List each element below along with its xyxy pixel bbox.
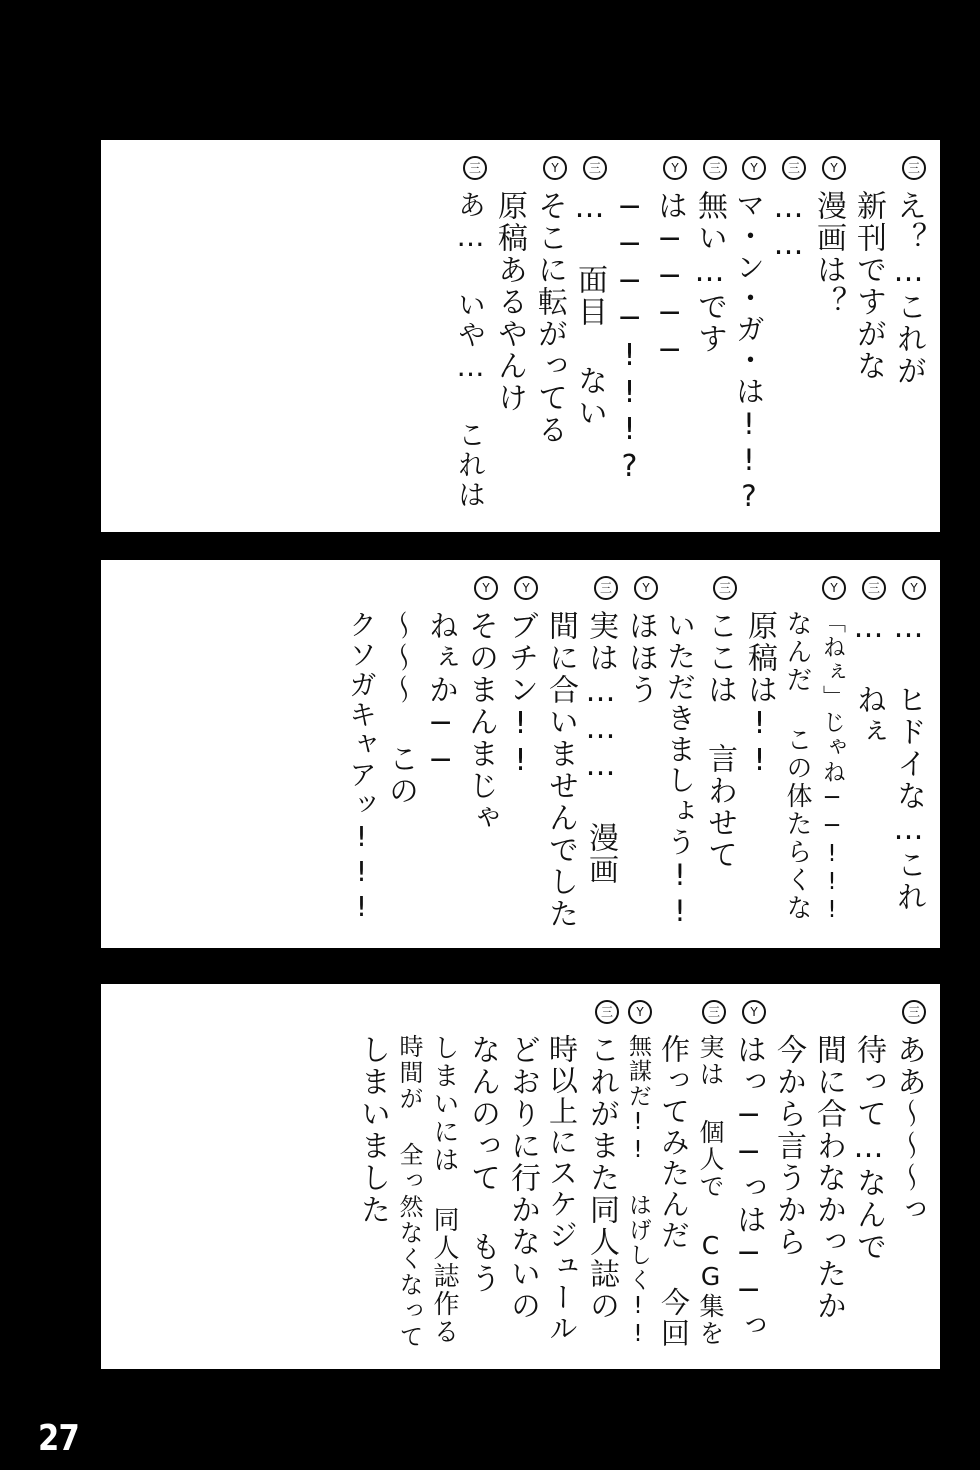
speaker-mark: 三 [713, 576, 737, 600]
dialogue-text: 今から言うから [771, 1034, 806, 1258]
dialogue-text: … ヒドイな…これ [891, 610, 926, 913]
dialogue-text: なんだ この体たらくな [782, 610, 812, 922]
dialogue-text: 漫画は？ [811, 190, 846, 318]
speaker-mark: Y [742, 1000, 766, 1024]
dialogue-text: 待って…なんで [851, 1034, 886, 1263]
dialogue-line [662, 576, 697, 932]
dialogue-line [542, 576, 578, 932]
dialogue-line [571, 156, 607, 516]
dialogue-text: ねぇか── [423, 610, 458, 780]
dialogue-line [817, 576, 846, 932]
dialogue-text: ────!!!? [612, 190, 647, 486]
dialogue-text: ブチン!! [503, 610, 538, 780]
dialogue-line [382, 576, 418, 932]
dialogue-text: マ・ン・ガ・は!!? [732, 190, 766, 515]
dialogue-line [810, 1000, 846, 1353]
dialogue-line [623, 1000, 652, 1353]
dialogue-line [890, 156, 926, 516]
dialogue-text: ああ〜〜〜っ [891, 1034, 926, 1226]
dialogue-text: 実は……… 漫画 [583, 610, 618, 886]
dialogue-line [691, 156, 727, 516]
dialogue-text: 原稿あるやんけ [492, 190, 527, 414]
dialogue-line [344, 576, 378, 932]
dialogue-text: クソガキャアッ!!! [345, 610, 378, 925]
speaker-mark: 三 [595, 1000, 619, 1024]
dialogue-text: これがまた同人誌の [584, 1034, 619, 1322]
dialogue-text: 「ねぇ」じゃね──!!! [819, 610, 845, 925]
speaker-mark: Y [663, 156, 687, 180]
dialogue-line [701, 576, 737, 932]
speaker-mark: 三 [902, 1000, 926, 1024]
dialogue-line [354, 1000, 390, 1353]
dialogue-text: 時間が 全っ然なくなって [395, 1034, 423, 1350]
dialogue-text: はっ──っは──っ [731, 1034, 766, 1342]
dialogue-line [850, 1000, 886, 1353]
dialogue-line [770, 156, 806, 516]
dialogue-line [622, 576, 658, 932]
dialogue-line [462, 576, 498, 932]
speaker-mark: 三 [902, 156, 926, 180]
manga-panel-3 [101, 984, 940, 1369]
dialogue-line [544, 1000, 579, 1353]
speaker-mark: Y [514, 576, 538, 600]
dialogue-text: 間に合いませんでした [543, 610, 578, 930]
speaker-mark: Y [543, 156, 567, 180]
dialogue-line [770, 1000, 806, 1353]
speaker-mark: Y [628, 1000, 652, 1024]
dialogue-text: … 面目 ない [572, 190, 607, 429]
dialogue-line [656, 1000, 691, 1353]
dialogue-text: そのまんまじゃ [463, 610, 498, 834]
dialogue-line [730, 1000, 766, 1353]
dialogue-line [531, 156, 567, 516]
manga-panel-1 [101, 140, 940, 532]
dialogue-line [890, 576, 926, 932]
dialogue-line [422, 576, 458, 932]
dialogue-text: ここは 言わせて [702, 610, 737, 871]
dialogue-text: しまいました [355, 1034, 390, 1226]
dialogue-text: 原稿は!! [742, 610, 777, 780]
speaker-mark: Y [742, 156, 766, 180]
page-number: 27 [38, 1418, 79, 1459]
dialogue-text: ほほう [623, 610, 658, 706]
dialogue-line [491, 156, 527, 516]
dialogue-text: 時以上にスケジュール [545, 1034, 579, 1344]
dialogue-line [464, 1000, 500, 1353]
speaker-mark: Y [822, 576, 846, 600]
dialogue-line [850, 156, 886, 516]
dialogue-text: 無謀だ!! はげしく!! [625, 1034, 651, 1349]
dialogue-line [741, 576, 777, 932]
dialogue-text: いただきましょう!! [663, 610, 697, 930]
dialogue-line [850, 576, 886, 932]
dialogue-line [394, 1000, 424, 1353]
dialogue-line [695, 1000, 726, 1353]
speaker-mark: 三 [703, 156, 727, 180]
dialogue-text: … ねぇ [851, 610, 886, 748]
manga-panel-2 [101, 560, 940, 948]
speaker-mark: 三 [594, 576, 618, 600]
speaker-mark: 三 [862, 576, 886, 600]
speaker-mark: 三 [782, 156, 806, 180]
dialogue-text: は──── [652, 190, 687, 370]
dialogue-line [428, 1000, 460, 1353]
speaker-mark: Y [474, 576, 498, 600]
dialogue-text: 作ってみたんだ 今回 [657, 1034, 691, 1349]
dialogue-text: え？…これが [891, 190, 926, 387]
speaker-mark: Y [902, 576, 926, 600]
speaker-mark: 三 [702, 1000, 726, 1024]
dialogue-text: なんのって もう [465, 1034, 500, 1295]
dialogue-line [731, 156, 766, 516]
dialogue-text: どおりに行かないの [505, 1034, 540, 1322]
dialogue-line [453, 156, 487, 516]
dialogue-text: しまいには 同人誌作る [429, 1034, 459, 1346]
dialogue-text: 無い…です [692, 190, 727, 355]
dialogue-text: …… [771, 190, 806, 264]
dialogue-line [890, 1000, 926, 1353]
speaker-mark: 三 [463, 156, 487, 180]
dialogue-line [504, 1000, 540, 1353]
dialogue-line [810, 156, 846, 516]
dialogue-line [502, 576, 538, 932]
speaker-mark: Y [634, 576, 658, 600]
dialogue-line [781, 576, 813, 932]
dialogue-text: 間に合わなかったか [811, 1034, 846, 1322]
dialogue-line [611, 156, 647, 516]
dialogue-text: 〜〜〜 この [383, 610, 418, 807]
dialogue-text: そこに転がってる [532, 190, 567, 446]
dialogue-line [583, 1000, 619, 1353]
dialogue-text: 実は 個人で CG集を [696, 1034, 725, 1347]
speaker-mark: 三 [583, 156, 607, 180]
dialogue-text: あ… いや… これは [454, 190, 487, 510]
dialogue-text: 新刊ですがな [851, 190, 886, 382]
dialogue-line [582, 576, 618, 932]
dialogue-line [651, 156, 687, 516]
speaker-mark: Y [822, 156, 846, 180]
